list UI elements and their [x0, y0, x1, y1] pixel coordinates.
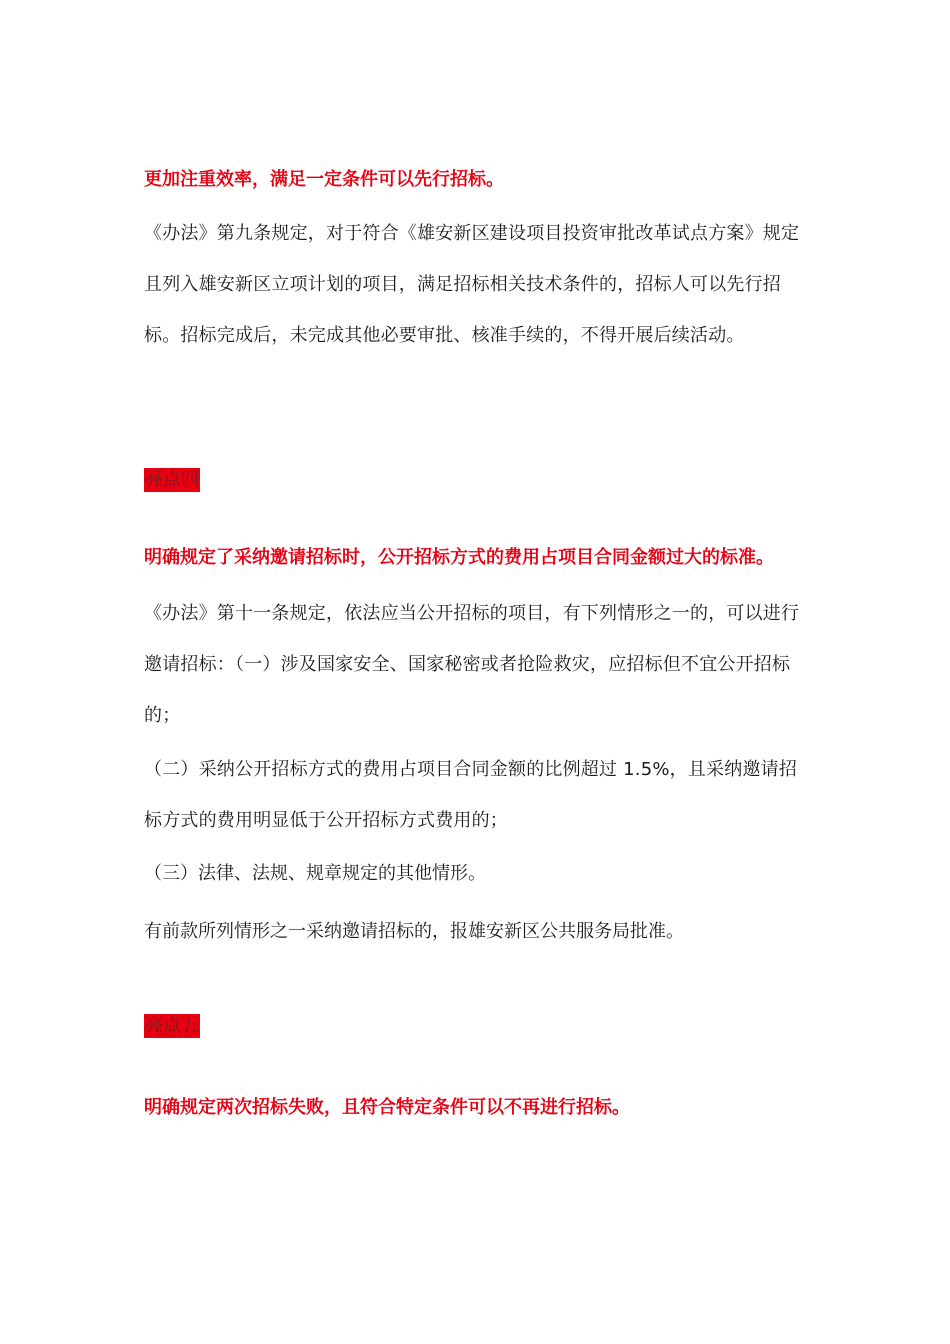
section-heading-highlight-5: 明确规定两次招标失败，且符合特定条件可以不再进行招标。 [144, 1097, 630, 1118]
paragraph-article-9: 《办法》第九条规定，对于符合《雄安新区建设项目投资审批改革试点方案》规定且列入雄安新区立项计划的项目，满足招标相关技术条件的，招标人可以先行招标。招标完成后，未完成其他必要审批、核准手续的，不得开展后续活动。 [144, 223, 800, 346]
highlight-badge-4: 亮点四 [145, 469, 199, 490]
paragraph-approval: 有前款所列情形之一采纳邀请招标的，报雄安新区公共服务局批准。 [144, 921, 684, 942]
paragraph-clause-2: （二）采纳公开招标方式的费用占项目合同金额的比例超过 1.5%，且采纳邀请招标方式的费用明显低于公开招标方式费用的； [144, 759, 798, 831]
section-heading-highlight-4: 明确规定了采纳邀请招标时，公开招标方式的费用占项目合同金额过大的标准。 [144, 547, 774, 568]
paragraph-article-11: 《办法》第十一条规定，依法应当公开招标的项目，有下列情形之一的，可以进行邀请招标：（一）涉及国家安全、国家秘密或者抢险救灾，应招标但不宜公开招标的； [144, 603, 800, 726]
highlight-badge-5: 亮点五 [145, 1015, 199, 1036]
paragraph-clause-3: （三）法律、法规、规章规定的其他情形。 [144, 863, 486, 884]
section-heading-efficiency: 更加注重效率，满足一定条件可以先行招标。 [144, 169, 504, 190]
